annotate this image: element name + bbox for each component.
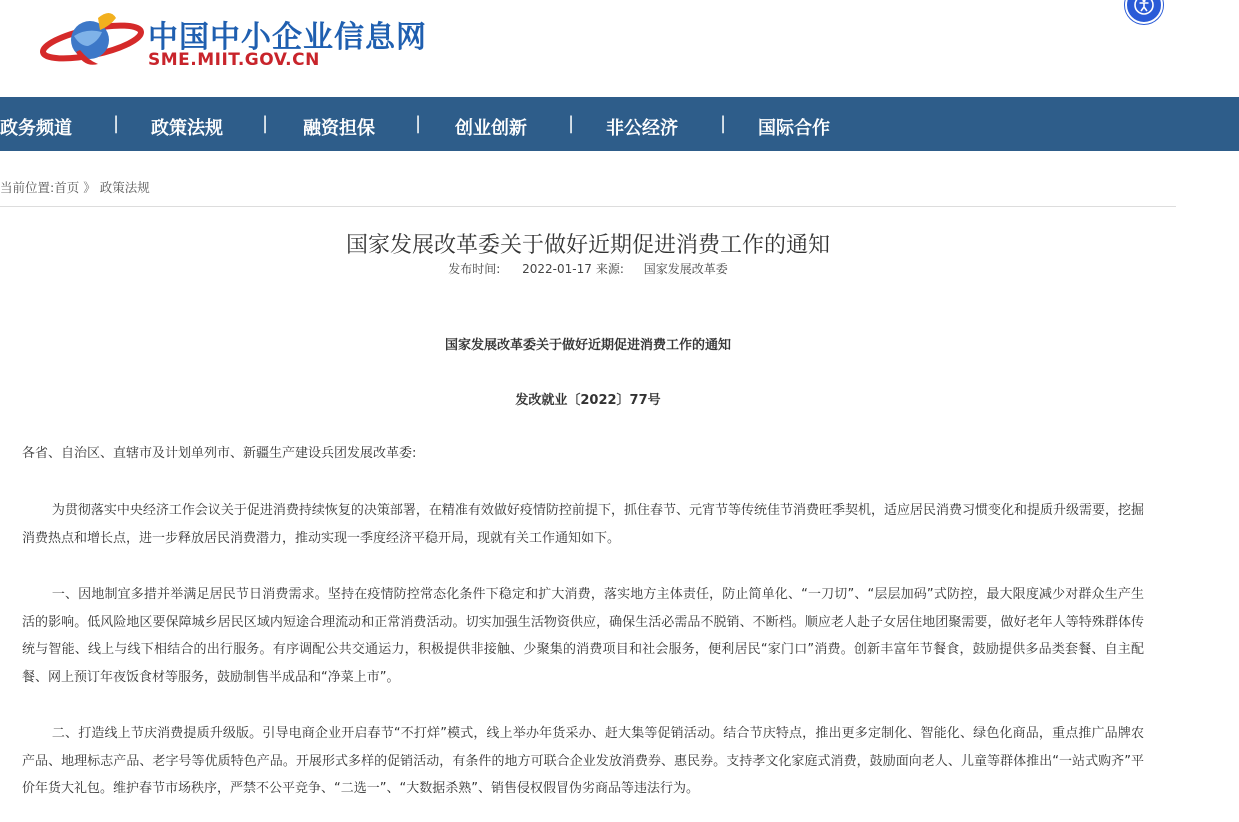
site-header [0, 0, 1239, 97]
nav-separator: | [113, 113, 120, 134]
article-title: 国家发展改革委关于做好近期促进消费工作的通知 [345, 233, 830, 258]
nav-separator: | [262, 113, 269, 134]
article-meta [0, 260, 1176, 277]
breadcrumb-current[interactable]: 政策法规 [99, 180, 150, 195]
breadcrumb-separator: 》 [83, 180, 96, 195]
nav-separator: | [415, 113, 422, 134]
published-date: 2022-01-17 [522, 262, 592, 276]
site-logo[interactable] [40, 6, 144, 76]
breadcrumb [0, 178, 150, 196]
nav-separator: | [720, 113, 727, 134]
nav-item-private-economy[interactable]: 非公经济 [606, 118, 678, 139]
published-label: 发布时间: [448, 262, 501, 276]
paragraph: 一、因地制宜多措并举满足居民节日消费需求。坚持在疫情防控常态化条件下稳定和扩大消费，落实地方主体责任，防止简单化、“一刀切”、“层层加码”式防控，最大限度减少对群众生产生活的影响。低风险地区要保障城乡居民区域内短途合理流动和正常消费活动。切实加强生活物资供应，确保生活必需品不脱销、不断档。顺应老人赴子女居住地团聚需要，做好老年人等特殊群体传统与智能、线上与线下相结合的出行服务。有序调配公共交通运力，积极提供非接触、少聚集的消费项目和社会服务，便利居民“家门口”消费。创新丰富年节餐食，鼓励提供多品类套餐、自主配餐、网上预订年夜饭食材等服务，鼓励制售半成品和“净菜上市”。 [22, 587, 1144, 685]
divider [0, 206, 1176, 207]
paragraph: 为贯彻落实中央经济工作会议关于促进消费持续恢复的决策部署，在精准有效做好疫情防控前提下，抓住春节、元宵节等传统佳节消费旺季契机，适应居民消费习惯变化和提质升级需要，挖掘消费热点和增长点，进一步释放居民消费潜力，推动实现一季度经济平稳开局，现就有关工作通知如下。 [22, 503, 1144, 546]
breadcrumb-prefix: 当前位置: [0, 180, 55, 195]
nav-item-gov-affairs[interactable]: 政务频道 [0, 118, 72, 139]
nav-item-international[interactable]: 国际合作 [758, 118, 830, 139]
doc-title: 国家发展改革委关于做好近期促进消费工作的通知 [444, 338, 731, 353]
nav-item-entrepreneurship[interactable]: 创业创新 [455, 118, 527, 139]
site-url: SME.MIIT.GOV.CN [148, 50, 320, 70]
paragraph: 二、打造线上节庆消费提质升级版。引导电商企业开启春节“不打烊”模式，线上举办年货采办、赶大集等促销活动。结合节庆特点，推出更多定制化、智能化、绿色化商品，重点推广品牌农产品、地理标志产品、老字号等优质特色产品。开展形式多样的促销活动，有条件的地方可联合企业发放消费券、惠民券。支持孝文化家庭式消费，鼓励面向老人、儿童等群体推出“一站式购齐”平价年货大礼包。维护春节市场秩序，严禁不公平竞争、“二选一”、“大数据杀熟”、销售侵权假冒伪劣商品等违法行为。 [22, 726, 1144, 796]
site-title: 中国中小企业信息网 [148, 20, 427, 55]
nav-item-policies[interactable]: 政策法规 [151, 118, 223, 139]
source-label: 来源: [595, 262, 624, 276]
doc-number: 发改就业〔2022〕77号 [515, 393, 661, 408]
source-value: 国家发展改革委 [643, 262, 728, 276]
breadcrumb-home-link[interactable]: 首页 [54, 180, 80, 195]
nav-item-financing[interactable]: 融资担保 [303, 118, 375, 139]
accessibility-button[interactable] [1125, 0, 1163, 24]
accessibility-icon [1133, 0, 1155, 16]
main-nav [0, 97, 1239, 151]
salutation: 各省、自治区、直辖市及计划单列市、新疆生产建设兵团发展改革委: [22, 446, 417, 461]
nav-separator: | [568, 113, 575, 134]
